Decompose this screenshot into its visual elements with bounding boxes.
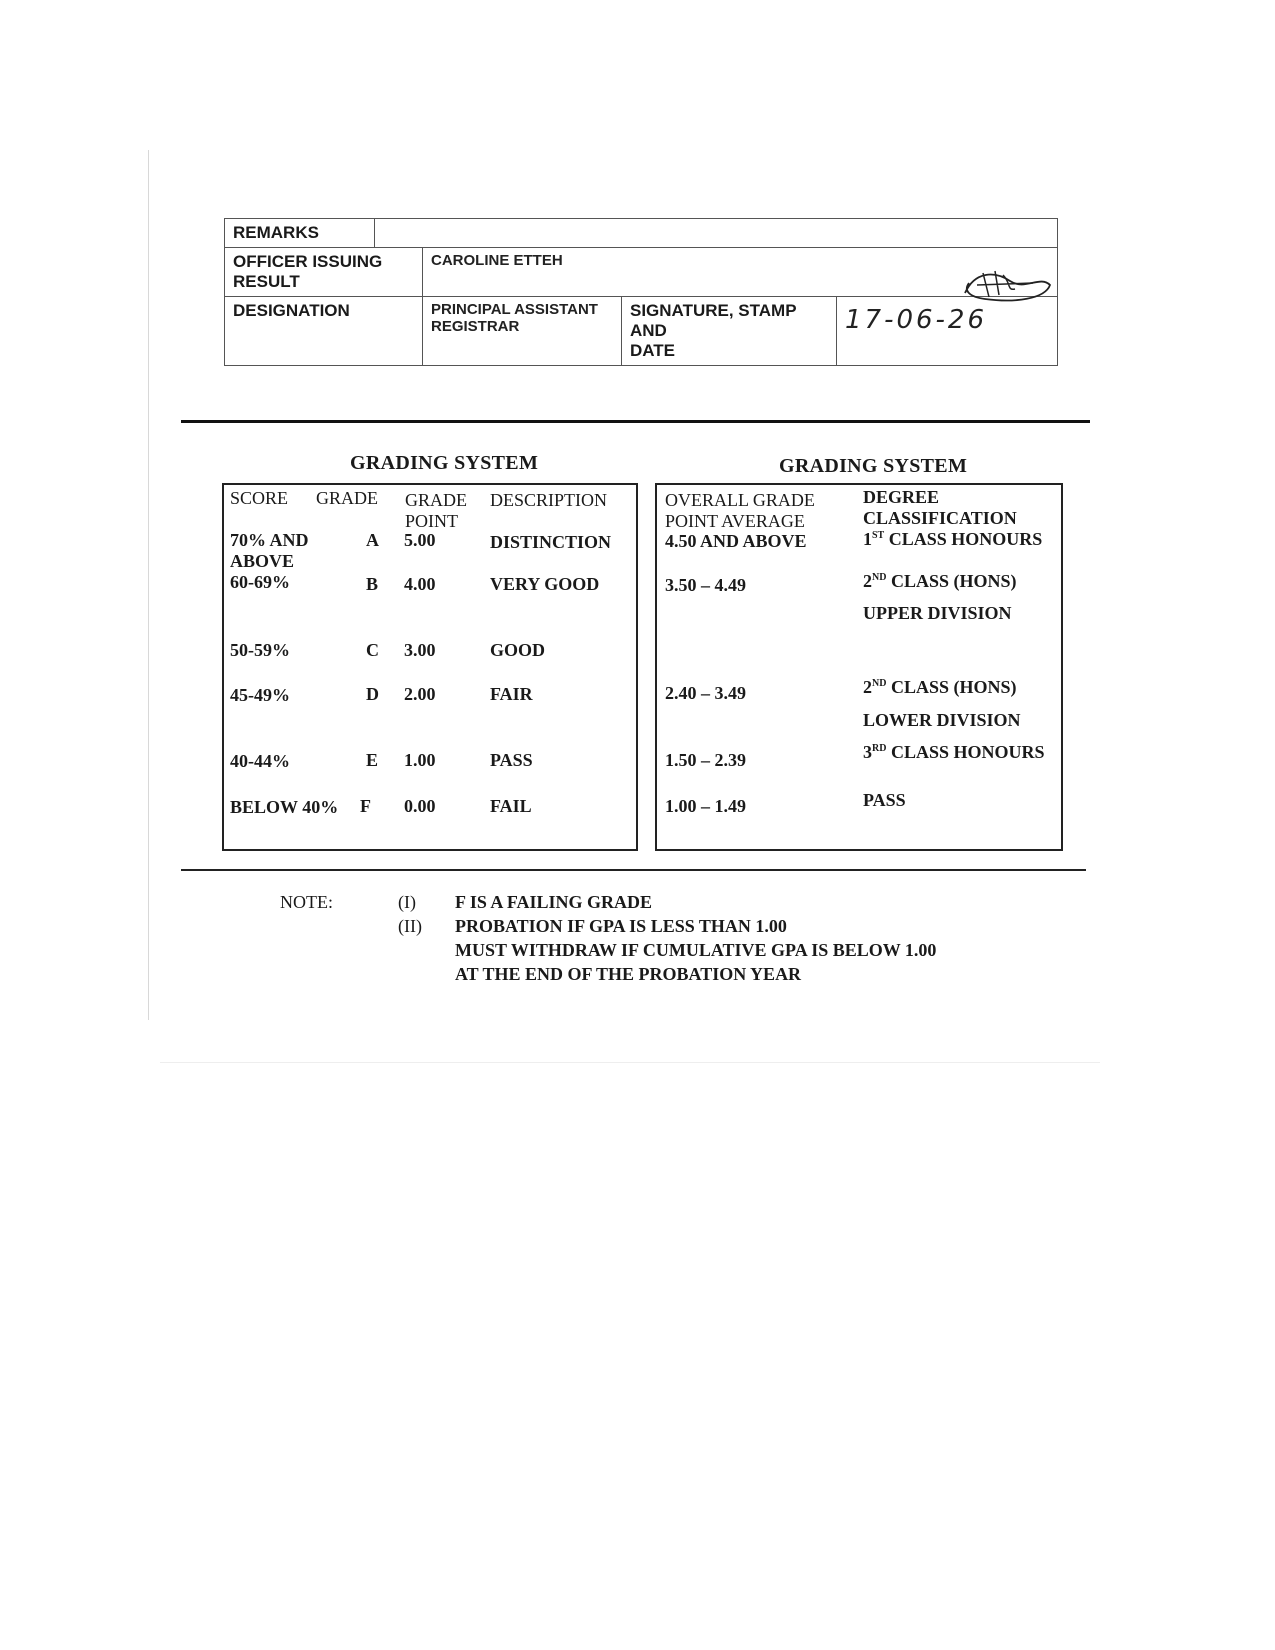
row-3-class-sup: ND <box>872 678 887 689</box>
note-label: NOTE: <box>280 892 333 912</box>
designation-label: DESIGNATION <box>225 297 423 366</box>
row-3-class <box>863 677 1016 698</box>
row-3-gpa: 2.40 – 3.49 <box>665 683 746 703</box>
note-item-2-num: (II) <box>398 916 422 936</box>
header-grade-point-1: GRADE <box>405 490 467 510</box>
row-a-description: DISTINCTION <box>490 532 612 552</box>
row-1-class-num: 1 <box>863 529 872 549</box>
row-5-gpa: 1.00 – 1.49 <box>665 796 746 816</box>
row-1-class-sup: ST <box>872 530 885 541</box>
officer-value: CAROLINE ETTEH <box>423 248 1058 297</box>
row-f-score: BELOW 40% <box>230 797 339 817</box>
section-divider-bottom <box>181 869 1086 871</box>
row-b-score: 60-69% <box>230 572 290 592</box>
header-gpa-1: OVERALL GRADE <box>665 490 815 510</box>
row-5-class: PASS <box>863 790 906 810</box>
scan-edge-line <box>148 150 149 1020</box>
row-2-gpa: 3.50 – 4.49 <box>665 575 746 595</box>
row-3-class-num: 2 <box>863 677 872 697</box>
row-4-gpa: 1.50 – 2.39 <box>665 750 746 770</box>
row-e-score: 40-44% <box>230 751 290 771</box>
row-2-class-num: 2 <box>863 571 872 591</box>
note-item-1-num: (I) <box>398 892 416 912</box>
grading-system-title-left: GRADING SYSTEM <box>350 452 539 474</box>
row-a-grade: A <box>366 530 379 550</box>
signature-cell <box>837 297 1058 366</box>
row-1-class <box>863 529 1042 550</box>
row-1-class-rest: CLASS HONOURS <box>884 529 1043 549</box>
row-2-class-line2: UPPER DIVISION <box>863 603 1012 623</box>
designation-value-line2: REGISTRAR <box>431 318 520 335</box>
row-e-point: 1.00 <box>404 750 436 770</box>
row-4-class-num: 3 <box>863 742 872 762</box>
handwritten-signature <box>955 263 1055 313</box>
section-divider <box>181 420 1090 423</box>
row-f-point: 0.00 <box>404 796 436 816</box>
grading-table-right <box>655 483 1063 851</box>
scan-bottom-line <box>160 1062 1100 1063</box>
header-class-1: DEGREE <box>863 487 940 507</box>
row-c-score: 50-59% <box>230 640 290 660</box>
row-d-grade: D <box>366 684 379 704</box>
row-e-grade: E <box>366 750 379 770</box>
designation-value-line1: PRINCIPAL ASSISTANT <box>431 301 598 318</box>
row-a-score-2: ABOVE <box>230 551 295 571</box>
grading-system-title-right: GRADING SYSTEM <box>779 455 968 477</box>
note-item-1-text: F IS A FAILING GRADE <box>455 892 653 912</box>
row-c-description: GOOD <box>490 640 546 660</box>
row-d-description: FAIR <box>490 684 533 704</box>
signature-label-line1: SIGNATURE, STAMP AND <box>630 301 797 340</box>
result-info-table <box>224 218 1058 366</box>
signature-date: 17-06-26 <box>845 305 988 335</box>
row-2-class-sup: ND <box>872 572 887 583</box>
row-4-class <box>863 742 1045 763</box>
grading-table-left <box>222 483 638 851</box>
signature-label <box>622 297 837 366</box>
officer-label: OFFICER ISSUING RESULT <box>225 248 423 297</box>
header-score: SCORE <box>230 488 289 508</box>
designation-row <box>225 297 1058 366</box>
row-3-class-rest: CLASS (HONS) <box>886 677 1017 697</box>
row-f-description: FAIL <box>490 796 532 816</box>
header-grade: GRADE <box>316 488 378 508</box>
row-d-score: 45-49% <box>230 685 290 705</box>
row-b-description: VERY GOOD <box>490 574 600 594</box>
header-description: DESCRIPTION <box>490 490 608 510</box>
row-b-grade: B <box>366 574 379 594</box>
row-c-grade: C <box>366 640 379 660</box>
row-f-grade: F <box>360 796 371 816</box>
note-item-2-text: PROBATION IF GPA IS LESS THAN 1.00 <box>455 916 787 936</box>
row-a-point: 5.00 <box>404 530 436 550</box>
row-c-point: 3.00 <box>404 640 436 660</box>
row-3-class-line2: LOWER DIVISION <box>863 710 1021 730</box>
note-continuation-1: MUST WITHDRAW IF CUMULATIVE GPA IS BELOW 1.00 <box>455 940 937 960</box>
row-b-point: 4.00 <box>404 574 436 594</box>
header-gpa-2: POINT AVERAGE <box>665 511 805 531</box>
header-class-2: CLASSIFICATION <box>863 508 1017 528</box>
remarks-value <box>375 219 1058 248</box>
row-1-gpa: 4.50 AND ABOVE <box>665 531 807 551</box>
remarks-row <box>225 219 1058 248</box>
row-a-score-1: 70% AND <box>230 530 309 550</box>
row-e-description: PASS <box>490 750 533 770</box>
signature-label-line2: DATE <box>630 341 676 360</box>
officer-row <box>225 248 1058 297</box>
header-grade-point-2: POINT <box>405 511 458 531</box>
row-d-point: 2.00 <box>404 684 436 704</box>
row-4-class-rest: CLASS HONOURS <box>886 742 1045 762</box>
row-2-class-rest: CLASS (HONS) <box>886 571 1017 591</box>
row-2-class <box>863 571 1016 592</box>
note-continuation-2: AT THE END OF THE PROBATION YEAR <box>455 964 802 984</box>
designation-value <box>423 297 622 366</box>
remarks-label: REMARKS <box>225 219 375 248</box>
row-4-class-sup: RD <box>872 743 887 754</box>
